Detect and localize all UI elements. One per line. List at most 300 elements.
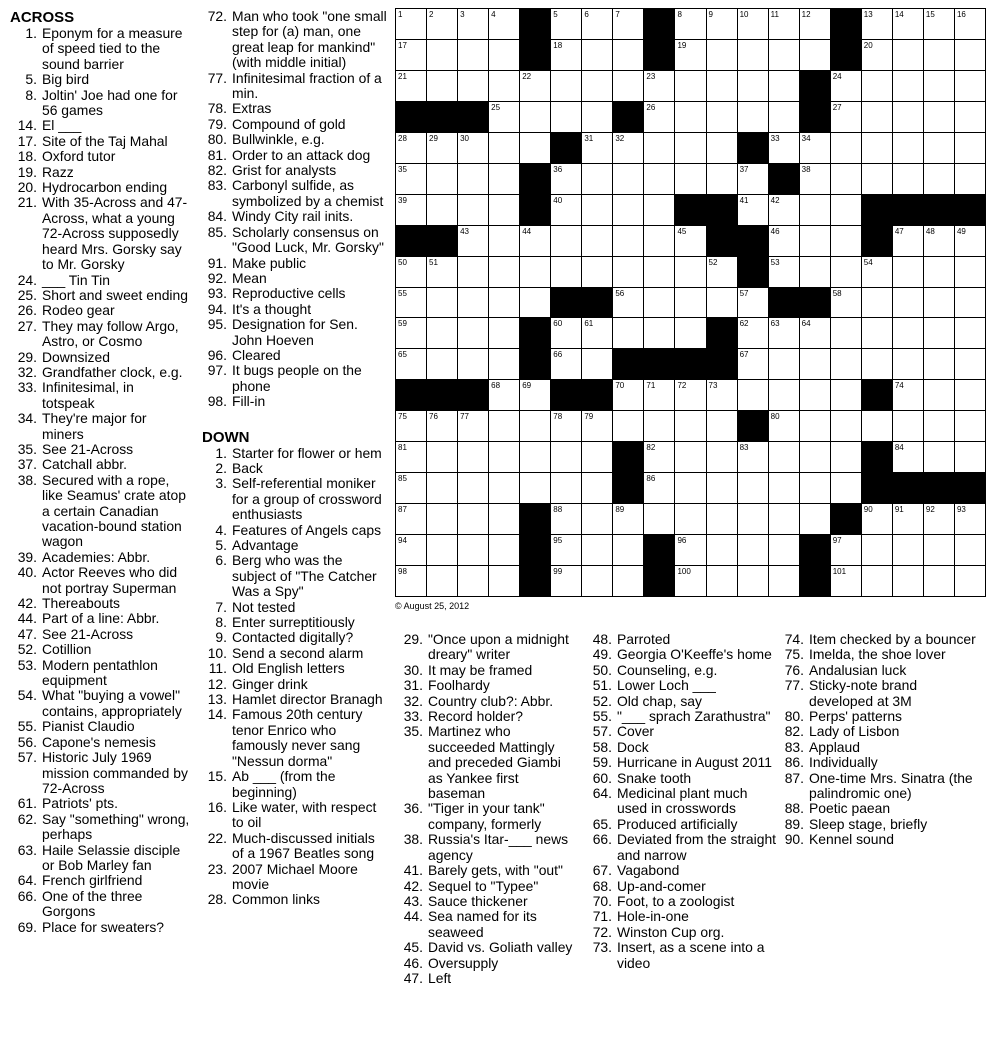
grid-cell[interactable] [674,503,706,534]
grid-cell[interactable] [737,503,769,534]
grid-cell[interactable] [737,163,769,194]
grid-cell[interactable] [581,132,613,163]
grid-cell[interactable] [799,132,831,163]
grid-cell[interactable] [550,39,582,70]
grid-cell[interactable] [861,39,893,70]
grid-cell[interactable] [457,348,489,379]
grid-cell[interactable] [799,348,831,379]
grid-cell[interactable] [861,101,893,132]
grid-cell[interactable] [799,379,831,410]
grid-cell[interactable] [830,70,862,101]
grid-cell[interactable] [674,39,706,70]
grid-cell[interactable] [550,503,582,534]
grid-cell[interactable] [581,348,613,379]
grid-cell[interactable] [426,39,458,70]
down-clue[interactable] [398,940,578,955]
down-clue[interactable] [592,647,777,662]
grid-cell[interactable] [737,472,769,503]
grid-cell[interactable] [395,348,427,379]
down-clue[interactable] [592,678,777,693]
grid-cell[interactable] [954,534,986,565]
grid-cell[interactable] [830,287,862,318]
grid-cell[interactable] [426,410,458,441]
grid-cell[interactable] [612,194,644,225]
down-clue[interactable] [592,925,777,940]
grid-cell[interactable] [426,287,458,318]
grid-cell[interactable] [954,410,986,441]
grid-cell[interactable] [706,472,738,503]
grid-cell[interactable] [395,503,427,534]
grid-cell[interactable] [830,534,862,565]
across-clue[interactable] [10,457,190,472]
grid-cell[interactable] [674,163,706,194]
grid-cell[interactable] [395,565,427,596]
across-clue[interactable] [10,180,190,195]
grid-cell[interactable] [768,8,800,39]
across-clue[interactable] [10,442,190,457]
grid-cell[interactable] [706,163,738,194]
grid-cell[interactable] [426,256,458,287]
down-clue[interactable] [398,663,578,678]
grid-cell[interactable] [488,39,520,70]
grid-cell[interactable] [706,287,738,318]
grid-cell[interactable] [892,410,924,441]
grid-cell[interactable] [550,225,582,256]
grid-cell[interactable] [954,132,986,163]
down-clue[interactable] [592,709,777,724]
down-clue[interactable] [398,694,578,709]
grid-cell[interactable] [830,101,862,132]
down-clue[interactable] [782,740,982,755]
across-clue[interactable] [202,394,387,409]
grid-cell[interactable] [612,8,644,39]
crossword-grid[interactable] [395,8,986,597]
grid-cell[interactable] [581,194,613,225]
grid-cell[interactable] [954,317,986,348]
grid-cell[interactable] [581,163,613,194]
grid-cell[interactable] [923,8,955,39]
across-clue[interactable] [202,286,387,301]
grid-cell[interactable] [643,101,675,132]
grid-cell[interactable] [737,348,769,379]
down-clue[interactable] [592,894,777,909]
grid-cell[interactable] [550,534,582,565]
grid-cell[interactable] [612,256,644,287]
grid-cell[interactable] [519,287,551,318]
grid-cell[interactable] [799,256,831,287]
grid-cell[interactable] [519,410,551,441]
grid-cell[interactable] [954,379,986,410]
down-clue[interactable] [398,801,578,832]
grid-cell[interactable] [768,101,800,132]
grid-cell[interactable] [643,194,675,225]
grid-cell[interactable] [706,565,738,596]
grid-cell[interactable] [737,534,769,565]
across-clue[interactable] [202,317,387,348]
across-clue[interactable] [10,889,190,920]
grid-cell[interactable] [457,287,489,318]
grid-cell[interactable] [550,194,582,225]
grid-cell[interactable] [923,379,955,410]
across-clue[interactable] [202,302,387,317]
down-clue[interactable] [592,724,777,739]
across-clue[interactable] [10,118,190,133]
grid-cell[interactable] [674,410,706,441]
grid-cell[interactable] [954,8,986,39]
down-clue[interactable] [202,600,387,615]
grid-cell[interactable] [706,70,738,101]
grid-cell[interactable] [426,132,458,163]
grid-cell[interactable] [737,379,769,410]
grid-cell[interactable] [488,194,520,225]
grid-cell[interactable] [612,379,644,410]
grid-cell[interactable] [426,472,458,503]
grid-cell[interactable] [861,70,893,101]
across-clue[interactable] [202,117,387,132]
across-clue[interactable] [10,365,190,380]
grid-cell[interactable] [426,163,458,194]
grid-cell[interactable] [892,70,924,101]
grid-cell[interactable] [768,565,800,596]
grid-cell[interactable] [892,287,924,318]
grid-cell[interactable] [457,503,489,534]
grid-cell[interactable] [674,565,706,596]
across-clue[interactable] [202,363,387,394]
grid-cell[interactable] [643,379,675,410]
down-clue[interactable] [592,694,777,709]
grid-cell[interactable] [612,317,644,348]
down-clue[interactable] [592,817,777,832]
grid-cell[interactable] [861,8,893,39]
grid-cell[interactable] [892,132,924,163]
grid-cell[interactable] [488,565,520,596]
grid-cell[interactable] [550,163,582,194]
grid-cell[interactable] [923,410,955,441]
down-clue[interactable] [592,755,777,770]
grid-cell[interactable] [892,534,924,565]
down-clue[interactable] [398,832,578,863]
grid-cell[interactable] [861,132,893,163]
down-clue[interactable] [202,615,387,630]
grid-cell[interactable] [706,441,738,472]
grid-cell[interactable] [954,287,986,318]
grid-cell[interactable] [581,101,613,132]
grid-cell[interactable] [550,441,582,472]
across-clue[interactable] [10,288,190,303]
grid-cell[interactable] [395,194,427,225]
grid-cell[interactable] [674,70,706,101]
down-clue[interactable] [202,553,387,599]
grid-cell[interactable] [550,8,582,39]
grid-cell[interactable] [923,225,955,256]
across-clue[interactable] [202,101,387,116]
grid-cell[interactable] [488,534,520,565]
grid-cell[interactable] [643,441,675,472]
across-clue[interactable] [10,565,190,596]
grid-cell[interactable] [395,441,427,472]
grid-cell[interactable] [830,163,862,194]
grid-cell[interactable] [457,163,489,194]
across-clue[interactable] [202,348,387,363]
grid-cell[interactable] [923,70,955,101]
grid-cell[interactable] [426,503,458,534]
grid-cell[interactable] [550,317,582,348]
across-clue[interactable] [10,134,190,149]
down-clue[interactable] [398,863,578,878]
grid-cell[interactable] [861,256,893,287]
grid-cell[interactable] [643,225,675,256]
grid-cell[interactable] [706,39,738,70]
grid-cell[interactable] [923,132,955,163]
across-clue[interactable] [10,719,190,734]
across-clue[interactable] [10,88,190,119]
grid-cell[interactable] [395,8,427,39]
down-clue[interactable] [782,632,982,647]
grid-cell[interactable] [861,317,893,348]
down-clue[interactable] [202,677,387,692]
grid-cell[interactable] [395,163,427,194]
grid-cell[interactable] [706,132,738,163]
grid-cell[interactable] [768,441,800,472]
grid-cell[interactable] [923,441,955,472]
grid-cell[interactable] [861,163,893,194]
grid-cell[interactable] [830,317,862,348]
grid-cell[interactable] [457,441,489,472]
down-clue[interactable] [202,446,387,461]
grid-cell[interactable] [519,472,551,503]
grid-cell[interactable] [799,225,831,256]
grid-cell[interactable] [612,70,644,101]
grid-cell[interactable] [612,39,644,70]
grid-cell[interactable] [799,317,831,348]
grid-cell[interactable] [768,256,800,287]
grid-cell[interactable] [674,132,706,163]
across-clue[interactable] [10,642,190,657]
grid-cell[interactable] [768,132,800,163]
down-clue[interactable] [398,894,578,909]
grid-cell[interactable] [954,256,986,287]
grid-cell[interactable] [768,503,800,534]
grid-cell[interactable] [799,8,831,39]
grid-cell[interactable] [768,194,800,225]
down-clue[interactable] [398,678,578,693]
grid-cell[interactable] [830,441,862,472]
across-clue[interactable] [10,596,190,611]
across-clue[interactable] [202,178,387,209]
grid-cell[interactable] [892,39,924,70]
grid-cell[interactable] [799,194,831,225]
grid-cell[interactable] [488,70,520,101]
down-clue[interactable] [202,538,387,553]
down-clue[interactable] [592,771,777,786]
down-clue[interactable] [202,769,387,800]
down-clue[interactable] [592,863,777,878]
across-clue[interactable] [10,873,190,888]
grid-cell[interactable] [395,410,427,441]
across-clue[interactable] [10,350,190,365]
across-clue[interactable] [10,72,190,87]
down-clue[interactable] [398,971,578,986]
across-clue[interactable] [10,26,190,72]
grid-cell[interactable] [488,287,520,318]
grid-cell[interactable] [612,132,644,163]
grid-cell[interactable] [488,348,520,379]
grid-cell[interactable] [519,256,551,287]
grid-cell[interactable] [488,163,520,194]
down-clue[interactable] [782,663,982,678]
down-clue[interactable] [202,707,387,769]
grid-cell[interactable] [768,534,800,565]
across-clue[interactable] [202,163,387,178]
down-clue[interactable] [592,663,777,678]
grid-cell[interactable] [674,472,706,503]
down-clue[interactable] [398,956,578,971]
grid-cell[interactable] [674,317,706,348]
grid-cell[interactable] [892,163,924,194]
down-clue[interactable] [398,709,578,724]
down-clue[interactable] [592,940,777,971]
grid-cell[interactable] [830,565,862,596]
grid-cell[interactable] [768,317,800,348]
across-clue[interactable] [10,750,190,796]
grid-cell[interactable] [674,441,706,472]
grid-cell[interactable] [643,287,675,318]
grid-cell[interactable] [395,256,427,287]
grid-cell[interactable] [426,194,458,225]
down-clue[interactable] [202,800,387,831]
grid-cell[interactable] [830,410,862,441]
grid-cell[interactable] [612,410,644,441]
grid-cell[interactable] [737,39,769,70]
grid-cell[interactable] [457,317,489,348]
grid-cell[interactable] [488,317,520,348]
grid-cell[interactable] [892,256,924,287]
grid-cell[interactable] [892,348,924,379]
grid-cell[interactable] [706,101,738,132]
grid-cell[interactable] [643,317,675,348]
grid-cell[interactable] [737,101,769,132]
grid-cell[interactable] [706,503,738,534]
grid-cell[interactable] [519,132,551,163]
across-clue[interactable] [10,380,190,411]
grid-cell[interactable] [550,565,582,596]
across-clue[interactable] [202,256,387,271]
down-clue[interactable] [592,909,777,924]
grid-cell[interactable] [488,503,520,534]
grid-cell[interactable] [612,565,644,596]
across-clue[interactable] [10,165,190,180]
grid-cell[interactable] [861,503,893,534]
grid-cell[interactable] [426,317,458,348]
grid-cell[interactable] [737,317,769,348]
grid-cell[interactable] [923,39,955,70]
grid-cell[interactable] [457,256,489,287]
grid-cell[interactable] [799,503,831,534]
down-clue[interactable] [202,646,387,661]
grid-cell[interactable] [643,163,675,194]
across-clue[interactable] [10,796,190,811]
grid-cell[interactable] [457,534,489,565]
grid-cell[interactable] [643,132,675,163]
grid-cell[interactable] [488,379,520,410]
across-clue[interactable] [202,225,387,256]
across-clue[interactable] [10,303,190,318]
across-clue[interactable] [10,812,190,843]
grid-cell[interactable] [674,534,706,565]
grid-cell[interactable] [488,225,520,256]
grid-cell[interactable] [550,472,582,503]
grid-cell[interactable] [488,132,520,163]
down-clue[interactable] [202,692,387,707]
down-clue[interactable] [592,786,777,817]
down-clue[interactable] [782,678,982,709]
grid-cell[interactable] [892,565,924,596]
grid-cell[interactable] [674,101,706,132]
across-clue[interactable] [10,735,190,750]
grid-cell[interactable] [395,39,427,70]
grid-cell[interactable] [892,225,924,256]
grid-cell[interactable] [830,348,862,379]
grid-cell[interactable] [395,534,427,565]
grid-cell[interactable] [519,379,551,410]
grid-cell[interactable] [830,379,862,410]
grid-cell[interactable] [799,39,831,70]
across-clue[interactable] [10,611,190,626]
grid-cell[interactable] [457,194,489,225]
grid-cell[interactable] [581,441,613,472]
grid-cell[interactable] [643,472,675,503]
grid-cell[interactable] [488,410,520,441]
grid-cell[interactable] [830,194,862,225]
grid-cell[interactable] [488,472,520,503]
down-clue[interactable] [202,661,387,676]
grid-cell[interactable] [457,8,489,39]
grid-cell[interactable] [581,317,613,348]
down-clue[interactable] [782,755,982,770]
down-clue[interactable] [202,476,387,522]
grid-cell[interactable] [923,287,955,318]
grid-cell[interactable] [706,410,738,441]
grid-cell[interactable] [457,70,489,101]
down-clue[interactable] [202,892,387,907]
grid-cell[interactable] [923,534,955,565]
grid-cell[interactable] [892,503,924,534]
grid-cell[interactable] [612,503,644,534]
grid-cell[interactable] [892,317,924,348]
grid-cell[interactable] [954,348,986,379]
grid-cell[interactable] [643,256,675,287]
grid-cell[interactable] [426,70,458,101]
grid-cell[interactable] [768,379,800,410]
grid-cell[interactable] [550,410,582,441]
grid-cell[interactable] [954,101,986,132]
grid-cell[interactable] [923,565,955,596]
grid-cell[interactable] [830,256,862,287]
grid-cell[interactable] [457,225,489,256]
grid-cell[interactable] [395,287,427,318]
grid-cell[interactable] [643,70,675,101]
grid-cell[interactable] [581,8,613,39]
down-clue[interactable] [782,801,982,816]
grid-cell[interactable] [799,163,831,194]
grid-cell[interactable] [768,410,800,441]
grid-cell[interactable] [674,287,706,318]
grid-cell[interactable] [768,472,800,503]
across-clue[interactable] [202,71,387,102]
grid-cell[interactable] [550,256,582,287]
grid-cell[interactable] [954,565,986,596]
grid-cell[interactable] [799,410,831,441]
